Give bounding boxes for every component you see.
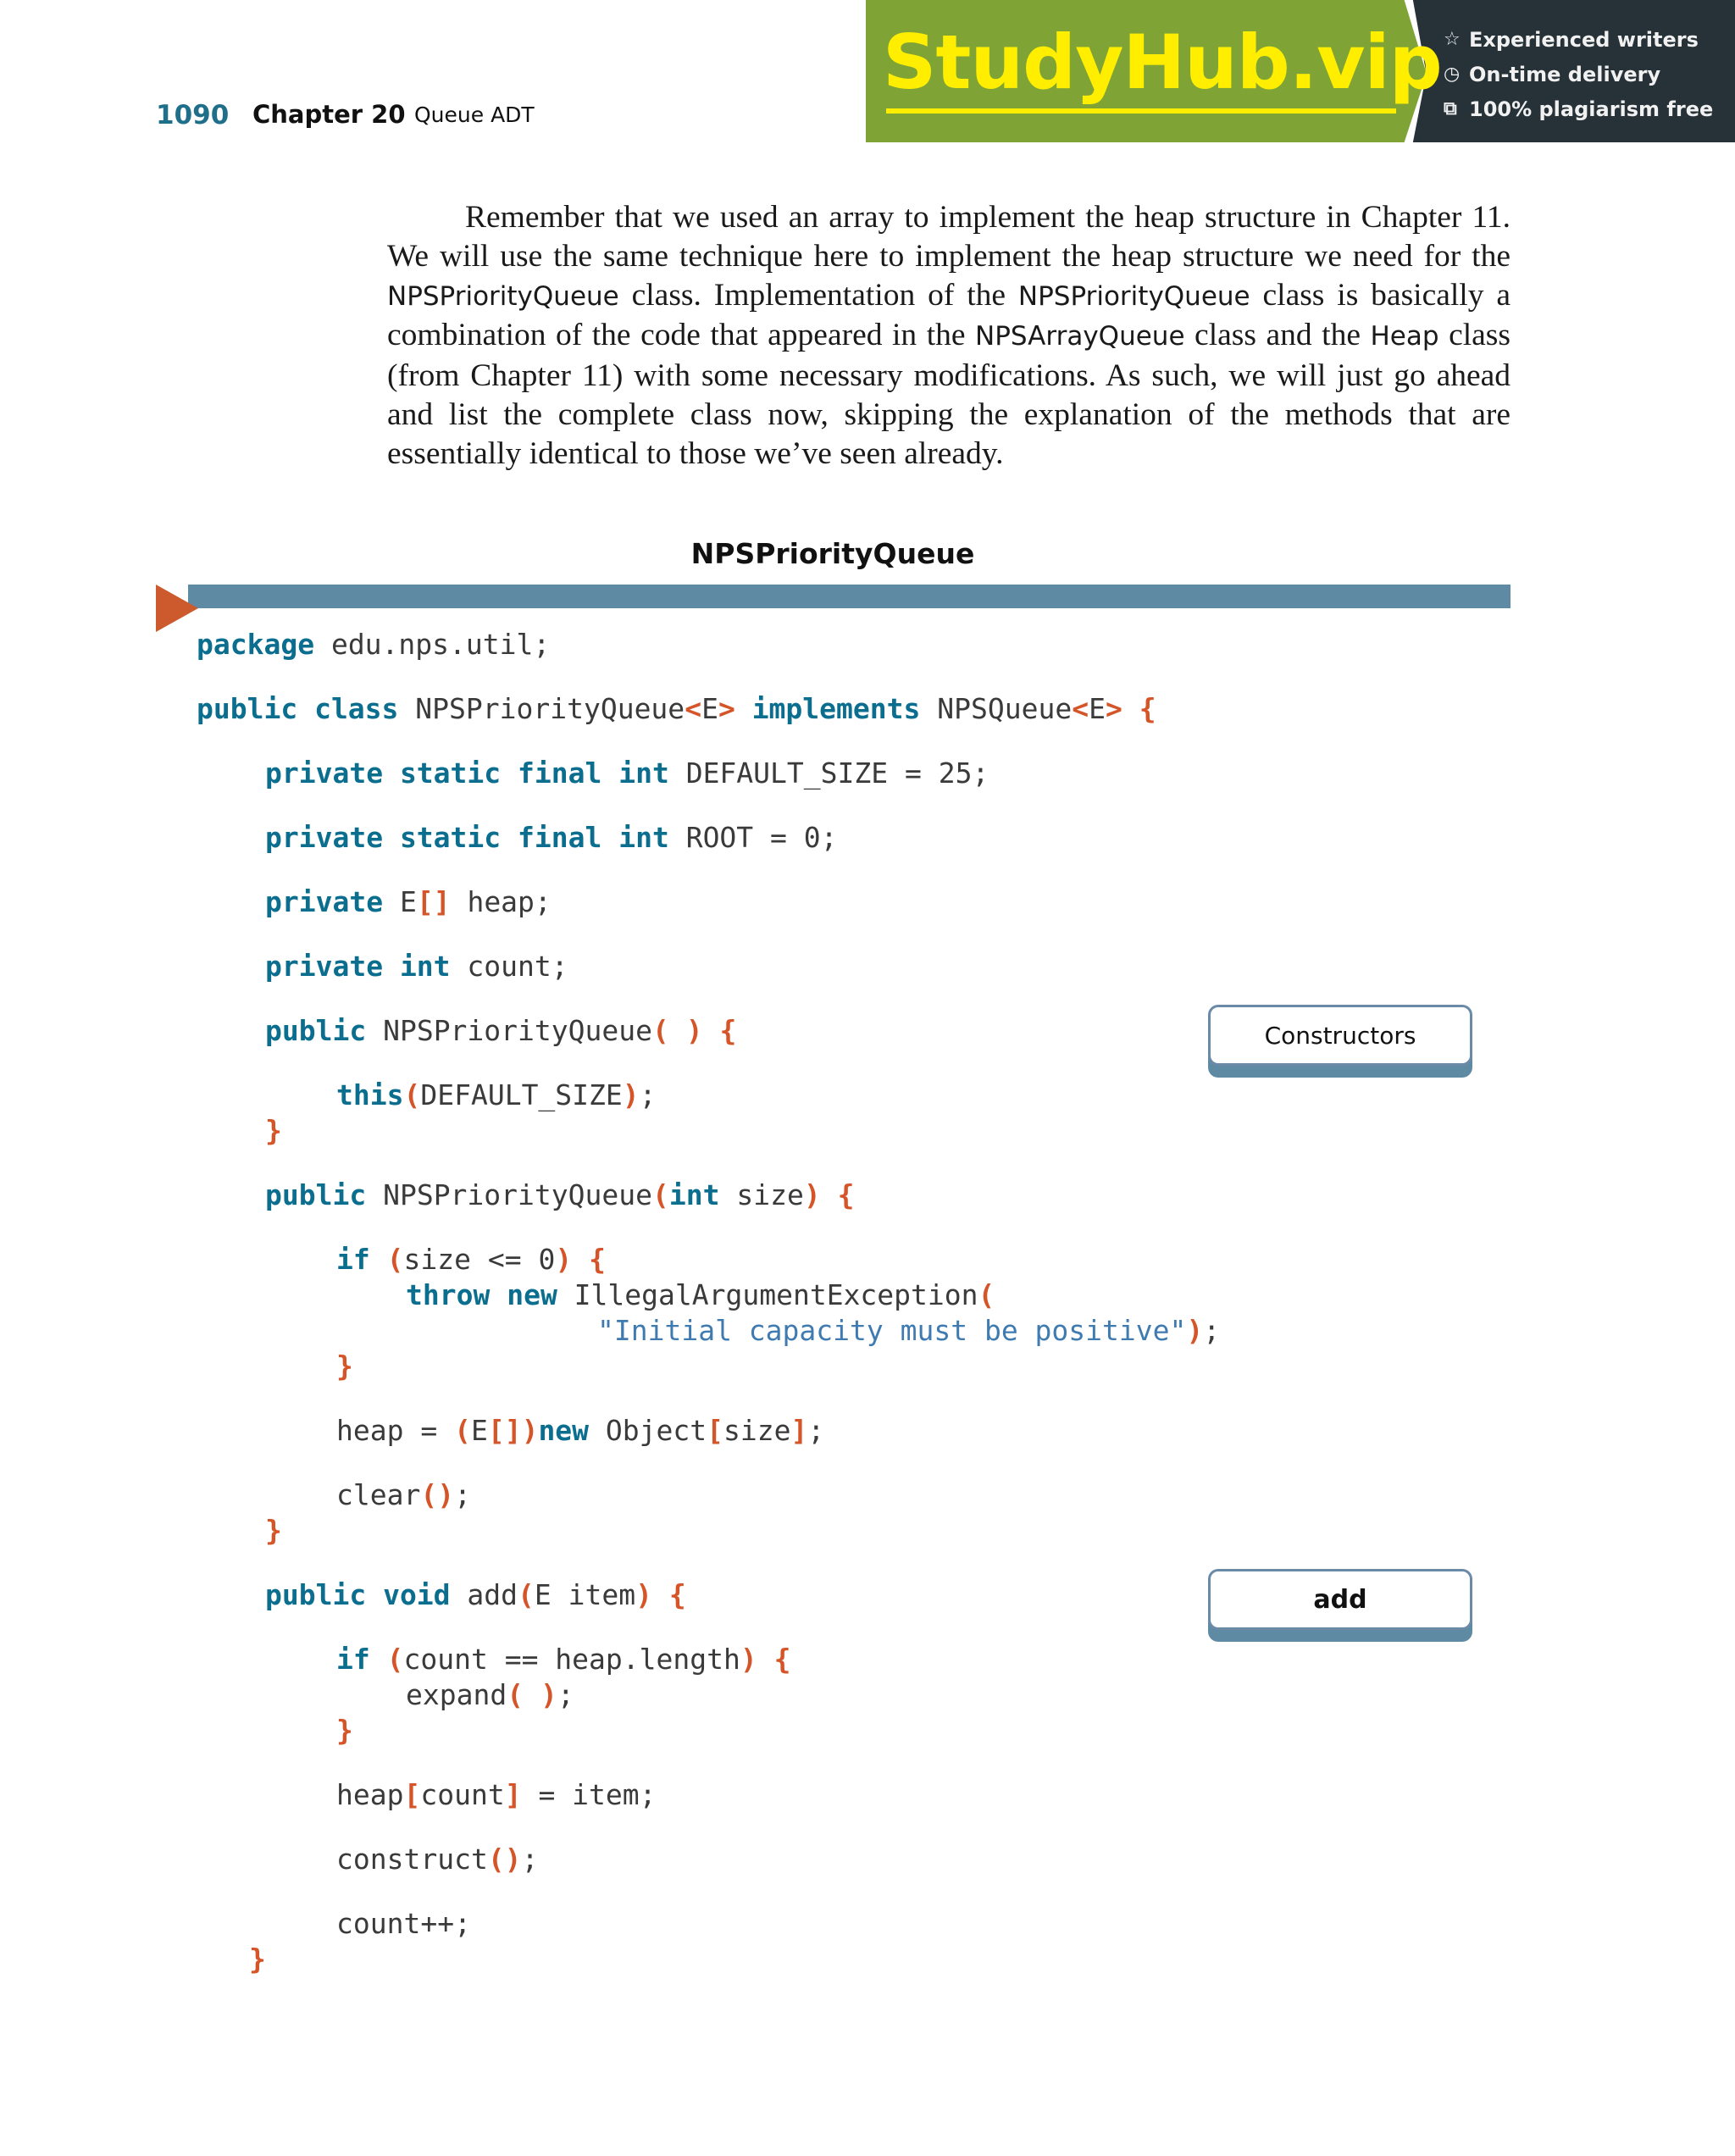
code-term: Heap — [1370, 321, 1439, 352]
code-line — [265, 1178, 854, 1213]
code-keyword: private — [265, 885, 384, 918]
code-text: ; — [454, 1478, 471, 1511]
code-punctuation: ) — [622, 1078, 640, 1111]
code-punctuation: { — [837, 1178, 855, 1211]
code-line — [265, 1577, 686, 1613]
code-punctuation: { — [773, 1643, 791, 1676]
code-punctuation: { — [668, 1578, 686, 1611]
code-punctuation: ( — [978, 1278, 995, 1311]
copy-icon: ⧉ — [1444, 98, 1457, 119]
perk-text: Experienced writers — [1469, 27, 1699, 52]
code-keyword: public void — [265, 1578, 451, 1611]
code-text: E — [701, 692, 718, 725]
code-text: count++; — [336, 1907, 471, 1940]
chapter-label: Chapter 20 — [252, 100, 406, 129]
code-punctuation: ( — [386, 1243, 404, 1276]
body-text — [387, 198, 1511, 474]
text-run: Remember that we used an array to implement the heap structure in Chapter 11. We will use the same technique here to implement the heap structure we need for the — [387, 200, 1511, 274]
code-punctuation: () — [487, 1843, 522, 1876]
code-text: = item; — [521, 1778, 657, 1811]
code-line — [336, 1242, 606, 1278]
constructors-callout: Constructors — [1208, 1005, 1472, 1066]
code-line — [265, 1513, 282, 1549]
code-punctuation: } — [265, 1114, 282, 1147]
code-punctuation: [] — [416, 885, 451, 918]
code-punctuation: ( — [454, 1414, 471, 1447]
code-text — [703, 1014, 720, 1047]
code-text — [821, 1178, 838, 1211]
code-keyword: public class — [197, 692, 399, 725]
code-line — [265, 1113, 282, 1149]
code-line — [265, 949, 568, 984]
code-punctuation: ( ) — [507, 1678, 557, 1711]
code-text: NPSPriorityQueue — [366, 1178, 652, 1211]
code-punctuation: { — [589, 1243, 606, 1276]
code-text: heap — [336, 1778, 404, 1811]
code-punctuation: ( ) — [651, 1014, 703, 1047]
code-text: heap = — [336, 1414, 455, 1447]
code-punctuation: ) — [555, 1243, 573, 1276]
code-text: E item — [534, 1578, 636, 1611]
code-line — [336, 1777, 657, 1813]
code-line — [197, 691, 1156, 727]
code-text: Object — [589, 1414, 707, 1447]
code-keyword: throw new — [406, 1278, 557, 1311]
code-punctuation: ) — [635, 1578, 652, 1611]
code-punctuation: []) — [487, 1414, 539, 1447]
code-line — [406, 1278, 995, 1313]
code-text — [1122, 692, 1139, 725]
code-line — [336, 1713, 353, 1749]
code-punctuation: { — [719, 1014, 737, 1047]
code-punctuation: ( — [518, 1578, 535, 1611]
code-keyword: this — [336, 1078, 404, 1111]
code-text: heap; — [450, 885, 552, 918]
code-keyword: public — [265, 1178, 367, 1211]
perk-item — [1444, 22, 1713, 57]
code-punctuation: [ — [403, 1778, 421, 1811]
code-text: NPSQueue — [920, 692, 1073, 725]
code-line — [336, 1642, 790, 1677]
code-punctuation: ] — [504, 1778, 522, 1811]
code-keyword: private static final int — [265, 757, 669, 790]
text-run: class. Implementation of the — [618, 277, 1018, 313]
code-text: IllegalArgumentException — [557, 1278, 978, 1311]
intro-paragraph — [387, 198, 1511, 474]
code-keyword: public — [265, 1014, 367, 1047]
code-punctuation: < — [685, 692, 702, 725]
text-run: class and the — [1184, 318, 1371, 353]
code-text: NPSPriorityQueue — [366, 1014, 652, 1047]
code-text — [370, 1643, 387, 1676]
code-term: NPSPriorityQueue — [387, 280, 619, 312]
code-text: clear — [336, 1478, 421, 1511]
code-text: expand — [406, 1678, 507, 1711]
perk-item — [1444, 91, 1713, 126]
code-punctuation: ( — [651, 1178, 669, 1211]
text-run: class (from Chapter 11) with some necessary modifications. As such, we will just go ahead and list the complete class now, skipping the explanation of the methods that are essentially identical to those we’ve seen already. — [387, 318, 1511, 471]
code-text: ; — [521, 1843, 539, 1876]
code-keyword: if — [336, 1643, 370, 1676]
code-text: add — [450, 1578, 518, 1611]
code-punctuation: [ — [707, 1414, 723, 1447]
code-line — [406, 1677, 574, 1713]
code-text: size <= 0 — [403, 1243, 556, 1276]
code-text: DEFAULT_SIZE — [420, 1078, 623, 1111]
code-text: count; — [450, 950, 568, 983]
code-text: E — [470, 1414, 488, 1447]
code-keyword: int — [668, 1178, 720, 1211]
code-text: ; — [557, 1678, 574, 1711]
code-keyword: private int — [265, 950, 451, 983]
code-punctuation: > — [1105, 692, 1122, 725]
code-line — [336, 1906, 471, 1942]
code-punctuation: { — [1139, 692, 1156, 725]
code-punctuation: } — [265, 1514, 282, 1547]
code-text: E — [383, 885, 417, 918]
code-text: ; — [807, 1414, 825, 1447]
code-punctuation: () — [420, 1478, 455, 1511]
code-text: count — [420, 1778, 505, 1811]
code-text: ; — [1203, 1314, 1221, 1347]
code-text: count == heap.length — [403, 1643, 740, 1676]
code-text — [735, 692, 752, 725]
page-number: 1090 — [156, 100, 230, 130]
code-text: ROOT = 0; — [668, 821, 838, 854]
code-line — [336, 1842, 538, 1877]
code-text — [757, 1643, 774, 1676]
clock-icon: ◷ — [1444, 64, 1461, 85]
add-callout: add — [1208, 1569, 1472, 1630]
code-text — [652, 1578, 669, 1611]
code-line — [265, 756, 989, 791]
listing-arrow-icon — [156, 585, 198, 632]
code-punctuation: ] — [790, 1414, 808, 1447]
code-punctuation: ) — [740, 1643, 757, 1676]
code-line — [336, 1413, 824, 1449]
code-keyword: new — [538, 1414, 590, 1447]
code-punctuation: ( — [386, 1643, 404, 1676]
brand-logo[interactable]: StudyHub.vip — [883, 19, 1442, 106]
code-line — [249, 1942, 266, 1977]
code-text: ; — [639, 1078, 657, 1111]
code-punctuation: ( — [403, 1078, 421, 1111]
running-header — [0, 100, 847, 142]
brand-underline — [886, 108, 1396, 114]
code-line — [336, 1477, 471, 1513]
perk-text: On-time delivery — [1469, 62, 1661, 86]
star-icon: ☆ — [1444, 29, 1461, 50]
chapter-title: Queue ADT — [414, 103, 535, 127]
code-line — [265, 1013, 736, 1049]
code-punctuation: } — [336, 1714, 353, 1747]
code-punctuation: > — [718, 692, 735, 725]
code-keyword: private static final int — [265, 821, 669, 854]
code-term: NPSArrayQueue — [975, 321, 1185, 352]
code-text: edu.nps.util; — [314, 628, 551, 661]
text-run: class is basically a combination of the code that appeared in the — [387, 277, 1511, 353]
perk-item — [1444, 57, 1713, 91]
listing-bar — [188, 585, 1511, 608]
code-text: size — [719, 1178, 804, 1211]
code-term: NPSPriorityQueue — [1017, 280, 1250, 312]
code-keyword: implements — [751, 692, 921, 725]
code-line — [336, 1349, 353, 1384]
code-line — [597, 1313, 1220, 1349]
code-text — [572, 1243, 589, 1276]
code-punctuation: ) — [803, 1178, 821, 1211]
code-keyword: if — [336, 1243, 370, 1276]
perk-text: 100% plagiarism free — [1469, 97, 1714, 121]
perk-list — [1444, 22, 1713, 126]
code-line — [336, 1078, 657, 1113]
code-text: DEFAULT_SIZE = 25; — [668, 757, 989, 790]
code-punctuation: } — [336, 1350, 353, 1383]
listing-title: NPSPriorityQueue — [690, 537, 975, 570]
code-keyword: package — [197, 628, 315, 661]
code-punctuation: < — [1072, 692, 1089, 725]
code-line — [265, 820, 838, 856]
code-string: "Initial capacity must be positive" — [597, 1314, 1187, 1347]
code-line — [265, 884, 552, 920]
code-punctuation: } — [249, 1943, 266, 1976]
ad-banner[interactable] — [866, 0, 1735, 142]
code-line — [197, 627, 550, 662]
code-punctuation: ) — [1186, 1314, 1204, 1347]
code-text: construct — [336, 1843, 488, 1876]
code-text: NPSPriorityQueue — [398, 692, 685, 725]
code-text: E — [1089, 692, 1106, 725]
code-text — [370, 1243, 387, 1276]
code-text: size — [723, 1414, 791, 1447]
